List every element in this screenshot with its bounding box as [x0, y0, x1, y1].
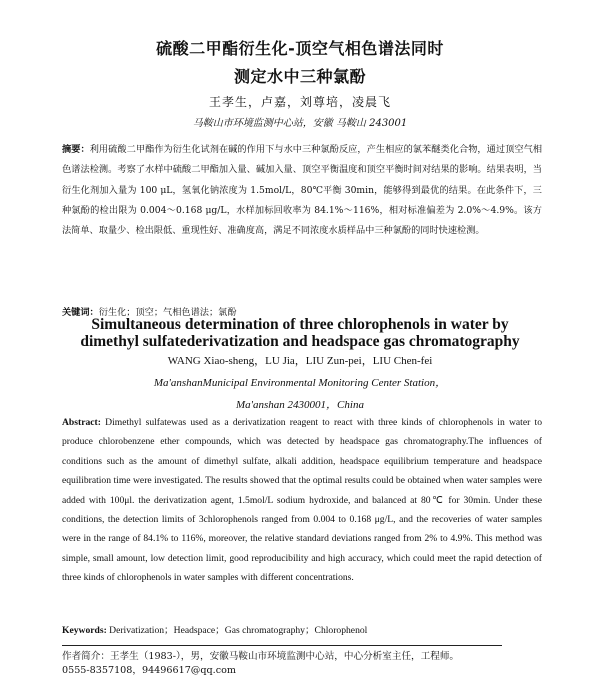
chinese-abstract: [62, 140, 542, 241]
author-footnote: [62, 650, 542, 678]
english-affiliation-line-2: Ma'anshan 2430001，China: [236, 399, 364, 411]
english-title-line-1: Simultaneous determination of three chlorophenols in water by: [91, 316, 509, 333]
chinese-abstract-label: 摘要：: [62, 144, 90, 155]
english-authors: WANG Xiao-sheng，LU Jia，LIU Zun-pei，LIU Chen-fei: [167, 355, 433, 367]
chinese-keywords-text: 衍生化；顶空；气相色谱法；氯酚: [98, 307, 237, 318]
english-abstract-label: Abstract:: [62, 417, 101, 428]
english-keywords-label: Keywords:: [62, 625, 107, 636]
english-abstract-text: Dimethyl sulfatewas used as a derivatization reagent to react with three kinds of chlorophenols in water to produce chlorobenzene ether compounds, which was detected by headspace gas chromatography.The influences of conditions such as the amount of dimethyl sulfate, alkali addition, headspace equilibrium temperature and headspace equilibration time were investigated. The results showed that the optimal results could be obtained when water samples were added with 100μl. the derivatization agent, 1.5mol/L sodium hydroxide, and balanced at 80℃ for 30min. Under these conditions, the detection limits of 3chlorophenols ranged from 0.004 to 0.168 μg/L, and the recoveries of water samples were in the range of 84.1% to 116%, moreover, the relative standard deviations ranged from 2% to 4.9%. This method was simple, small amount, low detection limit, good reproducibility and high accuracy, which could meet the rapid detection of three kinds of chlorophenols in water samples with different concentrations.: [62, 417, 542, 584]
chinese-keywords-label: 关键词：: [62, 307, 99, 318]
english-keywords: [62, 622, 542, 636]
chinese-abstract-text: 利用硫酸二甲酯作为衍生化试剂在碱的作用下与水中三种氯酚反应，产生相应的氯苯醚类化合物，通过顶空气相色谱法检测。考察了水样中硫酸二甲酯加入量、碱加入量、顶空平衡温度和顶空平衡时间对结果的影响。结果表明，当衍生化剂加入量为 100 μL，氢氧化钠浓度为 1.5mol/L，80℃平衡 30min，能够得到最优的结果。在此条件下，三种氯酚的检出限为 0.004～0.168 μg/L，水样加标回收率为 84.1%～116%，相对标准偏差为 2.0%～4.9%。该方法简单、取量少、检出限低、重现性好、准确度高，满足不同浓度水质样品中三种氯酚的同时快速检测。: [62, 144, 543, 237]
chinese-authors: 王孝生，卢嘉，刘尊培，凌晨飞: [208, 95, 391, 109]
chinese-affiliation: 马鞍山市环境监测中心站，安徽 马鞍山 243001: [192, 118, 408, 129]
chinese-title-line-1: 硫酸二甲酯衍生化-顶空气相色谱法同时: [156, 39, 444, 58]
english-affiliation-line-1: Ma'anshanMunicipal Environmental Monitoring Center Station，: [153, 377, 447, 389]
english-title-line-2: dimethyl sulfatederivatization and headspace gas chromatography: [80, 333, 520, 350]
footnote-divider: [62, 645, 502, 646]
footnote-line-1: 作者简介：王孝生（1983-），男，安徽马鞍山市环境监测中心站，中心分析室主任，工程师。: [62, 651, 460, 662]
footnote-line-2: 0555-8357108，94496617@qq.com: [62, 665, 236, 676]
chinese-title-line-2: 测定水中三种氯酚: [233, 67, 366, 86]
english-abstract: [62, 413, 542, 588]
english-keywords-text: Derivatization；Headspace；Gas chromatography；Chlorophenol: [109, 625, 368, 636]
